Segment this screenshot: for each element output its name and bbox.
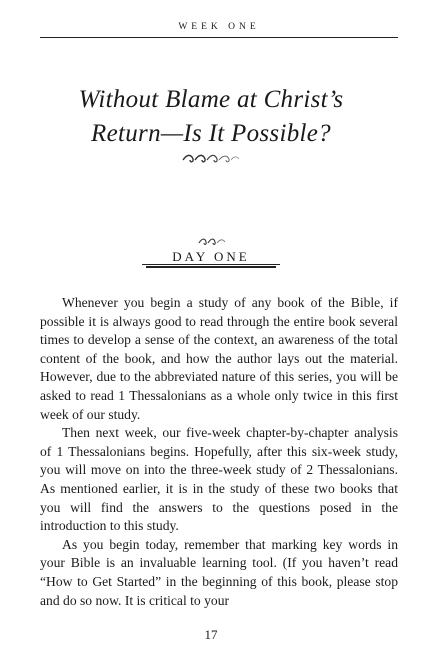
chapter-title-line-1: Without Blame at Christ’s — [78, 86, 344, 113]
day-heading: DAY ONE — [172, 249, 250, 264]
paragraph: Whenever you begin a study of any book of the Bible, if possible it is always good to read through the entire book several times to develop a sense of the context, an awareness of the total content of the book, and how the author lays out the material. However, due to the abbreviated nature of this series, you will be asked to read 1 Thessalonians as a whole only twice in this first week of our study. — [40, 295, 398, 422]
ornament-flourish-icon — [181, 153, 241, 165]
chapter-title — [30, 83, 392, 151]
paragraph: As you begin today, remember that marking key words in your Bible is an invaluable learning tool. (If you haven’t read “How to Get Started” in the beginning of this book, please stop and do so now. It is critical to your — [40, 536, 398, 608]
day-heading-rule — [142, 264, 280, 265]
body-text — [40, 294, 398, 610]
page-number: 17 — [204, 627, 218, 642]
day-heading-rule-thick — [146, 266, 276, 268]
paragraph: Then next week, our five-week chapter-by-chapter analysis of 1 Thessalonians begins. Hopefully, after this six-week study, you will move on into the three-week study of 2 Thessalonians. As mentioned earlier, it is in the study of these two books that you will find the answers to the questions posed in the introduction to this study. — [40, 425, 398, 534]
running-head-rule — [40, 37, 398, 38]
day-ornament-icon — [197, 237, 227, 247]
running-head: WEEK ONE — [178, 22, 260, 32]
chapter-title-line-2: Return—Is It Possible? — [91, 120, 331, 147]
